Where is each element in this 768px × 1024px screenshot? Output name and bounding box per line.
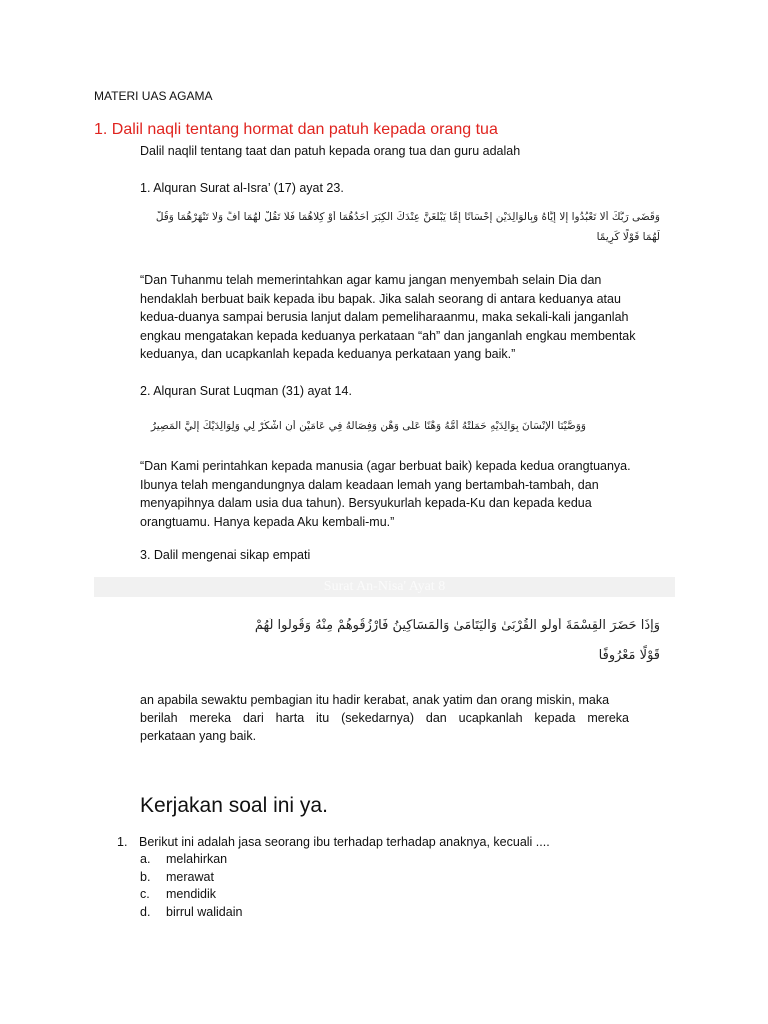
item-3-translation-line: an apabila sewaktu pembagian itu hadir kerabat, anak yatim dan orang miskin, maka <box>140 693 610 707</box>
item-3-translation-line: berilah mereka dari harta itu (sekedarnya) dan ucapkanlah kepada mereka <box>140 711 629 725</box>
item-2-translation-line: orangtuamu. Hanya kepada Aku kembali-mu.” <box>140 514 395 529</box>
item-2-translation-line: Ibunya telah mengandungnya dalam keadaan lemah yang bertambah-tambah, dan <box>140 477 599 492</box>
question-text: Berikut ini adalah jasa seorang ibu terhadap terhadap anaknya, kecuali .... <box>139 835 550 849</box>
item-1-arabic-line-1: وَقَضَى رَبُّكَ أَلَّا تَعْبُدُوا إِلَّا إِيَّاهُ وَبِالْوَالِدَيْنِ إِحْسَانًا إِمَّا يَبْلُغَنَّ عِنْدَكَ الْكِبَرَ أَحَدُهُمَا أَوْ كِلَاهُمَا فَلَا تَقُلْ لَهُمَا أُفٍّ وَلَا تَنْهَرْهُمَا وَقُلْ <box>155 211 660 223</box>
option-letter: b. <box>140 869 151 884</box>
option-text: melahirkan <box>166 852 228 866</box>
surah-banner: Surat An-Nisa' Ayat 8 <box>94 577 675 597</box>
item-2-arabic-line-1: وَوَصَّيْنَا الْإِنْسَانَ بِوَالِدَيْهِ حَمَلَتْهُ أُمُّهُ وَهْنًا عَلَى وَهْنٍ وَفِصَالُهُ فِي عَامَيْنِ أَنِ اشْكُرْ لِي وَلِوَالِدَيْكَ إِلَيَّ الْمَصِيرُ <box>150 420 586 432</box>
item-3-arabic-line-1: وَإِذَا حَضَرَ الْقِسْمَةَ أُولُو الْقُرْبَىٰ وَالْيَتَامَىٰ وَالْمَسَاكِينُ فَارْزُقُوهُمْ مِنْهُ وَقُولُوا لَهُمْ <box>254 618 660 633</box>
option-letter: d. <box>140 904 151 919</box>
item-2-translation-line: menyapihnya dalam usia dua tahun). Bersyukurlah kepada-Ku dan kepada kedua <box>140 496 592 510</box>
option-text: birrul walidain <box>166 904 243 919</box>
option-text: merawat <box>166 869 214 884</box>
item-2-translation-line: “Dan Kami perintahkan kepada manusia (agar berbuat baik) kepada kedua orangtuanya. <box>140 459 631 473</box>
question-number: 1. <box>117 835 128 849</box>
item-1-translation-line: keduanya, dan ucapkanlah kepada keduanya perkataan yang baik.” <box>140 347 516 361</box>
item-1-translation-line: hendaklah berbuat baik kepada ibu bapak. Jika salah seorang di antara keduanya atau <box>140 291 621 306</box>
item-1-translation-line: “Dan Tuhanmu telah memerintahkan agar kamu jangan menyembah selain Dia dan <box>140 273 602 287</box>
item-1-translation-line: kedua-duanya sampai berusia lanjut dalam pemeliharaanmu, maka sekali-kali janganlah <box>140 310 629 324</box>
item-3-translation-line: perkataan yang baik. <box>140 729 257 743</box>
item-3-title: 3. Dalil mengenai sikap empati <box>140 548 311 562</box>
quiz-heading: Kerjakan soal ini ya. <box>140 794 328 817</box>
item-1-arabic-line-2: لَهُمَا قَوْلًا كَرِيمًا <box>596 231 660 243</box>
item-3-arabic-line-2: قَوْلًا مَعْرُوفًا <box>598 648 660 663</box>
section-heading: 1. Dalil naqli tentang hormat dan patuh kepada orang tua <box>94 121 498 138</box>
option-text: mendidik <box>166 887 217 901</box>
section-intro: Dalil naqlil tentang taat dan patuh kepada orang tua dan guru adalah <box>140 144 521 158</box>
option-letter: c. <box>140 887 150 901</box>
item-2-title: 2. Alquran Surat Luqman (31) ayat 14. <box>140 384 352 398</box>
document-title: MATERI UAS AGAMA <box>94 89 213 103</box>
item-1-title: 1. Alquran Surat al-Isra’ (17) ayat 23. <box>140 181 344 195</box>
option-letter: a. <box>140 852 151 866</box>
item-1-translation-line: engkau mengatakan kepada keduanya perkataan “ah” dan janganlah engkau membentak <box>140 328 636 343</box>
